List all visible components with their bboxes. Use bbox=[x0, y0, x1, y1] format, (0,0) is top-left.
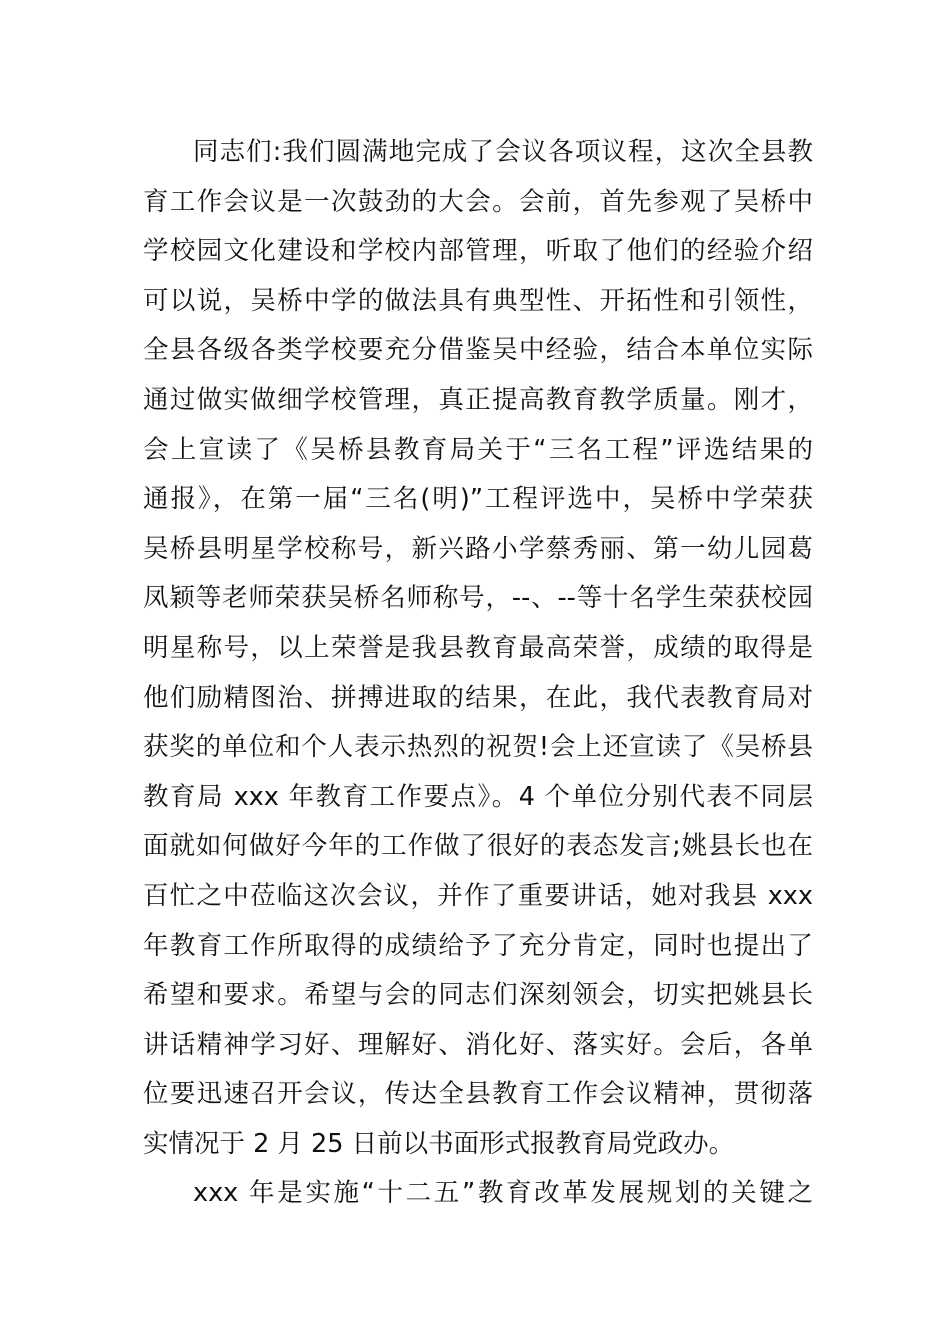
text-line: 吴桥县明星学校称号，新兴路小学蔡秀丽、第一幼儿园葛 bbox=[143, 533, 813, 564]
text-line: 百忙之中莅临这次会议，并作了重要讲话，她对我县 xxx bbox=[143, 880, 813, 911]
text-line: 实情况于 2 月 25 日前以书面形式报教育局党政办。 bbox=[143, 1128, 735, 1159]
text-line: 凤颖等老师荣获吴桥名师称号，--、--等十名学生荣获校园 bbox=[143, 583, 813, 614]
text-line: 位要迅速召开会议，传达全县教育工作会议精神，贯彻落 bbox=[143, 1079, 813, 1110]
text-line: 年教育工作所取得的成绩给予了充分肯定，同时也提出了 bbox=[143, 930, 813, 961]
text-line: 育工作会议是一次鼓劲的大会。会前，首先参观了吴桥中 bbox=[143, 186, 813, 217]
text-line: 他们励精图治、拼搏进取的结果，在此，我代表教育局对 bbox=[143, 682, 813, 713]
body-text bbox=[143, 128, 813, 1219]
text-line: 教育局 xxx 年教育工作要点》。4 个单位分别代表不同层 bbox=[143, 781, 813, 812]
text-line: 通报》，在第一届“三名(明)”工程评选中，吴桥中学荣获 bbox=[143, 484, 813, 515]
text-line: 获奖的单位和个人表示热烈的祝贺!会上还宣读了《吴桥县 bbox=[143, 732, 813, 763]
text-line: 明星称号，以上荣誉是我县教育最高荣誉，成绩的取得是 bbox=[143, 632, 813, 663]
text-line: 通过做实做细学校管理，真正提高教育教学质量。刚才， bbox=[143, 384, 813, 415]
text-line: 学校园文化建设和学校内部管理，听取了他们的经验介绍 bbox=[143, 236, 813, 267]
text-line: xxx 年是实施“十二五”教育改革发展规划的关键之 bbox=[193, 1178, 813, 1209]
text-line: 面就如何做好今年的工作做了很好的表态发言;姚县长也在 bbox=[143, 831, 813, 862]
text-line: 会上宣读了《吴桥县教育局关于“三名工程”评选结果的 bbox=[143, 434, 813, 465]
text-line: 全县各级各类学校要充分借鉴吴中经验，结合本单位实际 bbox=[143, 335, 813, 366]
text-line: 同志们:我们圆满地完成了会议各项议程，这次全县教 bbox=[193, 137, 813, 167]
text-line: 讲话精神学习好、理解好、消化好、落实好。会后，各单 bbox=[143, 1029, 813, 1060]
text-line: 希望和要求。希望与会的同志们深刻领会，切实把姚县长 bbox=[143, 980, 813, 1011]
text-line: 可以说，吴桥中学的做法具有典型性、开拓性和引领性， bbox=[143, 285, 813, 316]
